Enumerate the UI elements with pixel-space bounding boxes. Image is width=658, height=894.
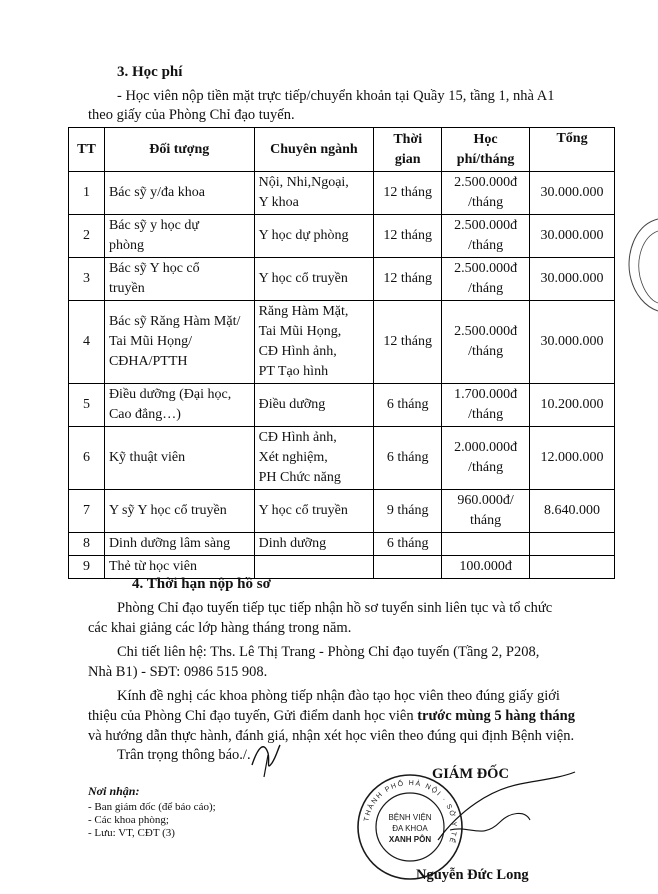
closing-line: Trân trọng thông báo./. [117, 747, 251, 763]
table-row [69, 490, 615, 533]
cell-fee-line: /tháng [468, 344, 504, 359]
cell-fee-line: /tháng [468, 407, 504, 422]
cell-subject-line: Bác sỹ Răng Hàm Mặt/ [108, 314, 241, 329]
table-row [69, 172, 615, 215]
cell-fee [442, 172, 530, 215]
recipient-item: - Ban giám đốc (để báo cáo); [88, 801, 216, 813]
stamp-line1: BỆNH VIỆN [388, 813, 432, 822]
cell-subject [104, 258, 254, 301]
signature-scribble [430, 770, 580, 860]
table-row [69, 427, 615, 490]
cell-major [254, 172, 374, 215]
cell-fee [442, 384, 530, 427]
edge-stamp-fragment [622, 215, 658, 315]
cell-subject-line: Cao đẳng…) [108, 407, 181, 422]
cell-fee-line: 2.500.000đ [454, 324, 518, 339]
header-fee-l1: Học [473, 131, 498, 147]
cell-subject-line: Y sỹ Y học cổ truyền [108, 503, 227, 518]
cell-duration: 12 tháng [374, 215, 442, 258]
stamp-line2: ĐA KHOA [392, 824, 428, 833]
cell-subject [104, 301, 254, 384]
cell-fee [442, 556, 530, 579]
cell-total: 30.000.000 [530, 258, 615, 301]
cell-fee-line: 2.500.000đ [454, 175, 518, 190]
cell-major-line: Y học cổ truyền [258, 271, 348, 286]
cell-tt: 3 [69, 258, 105, 301]
cell-duration: 6 tháng [374, 533, 442, 556]
cell-major-line: PH Chức năng [258, 470, 341, 485]
cell-tt: 1 [69, 172, 105, 215]
cell-fee-line: 2.500.000đ [454, 218, 518, 233]
cell-fee-line: tháng [470, 513, 502, 528]
section4-title: 4. Thời hạn nộp hồ sơ [132, 576, 271, 592]
cell-major [254, 533, 374, 556]
cell-subject [104, 215, 254, 258]
cell-fee-line: 2.000.000đ [454, 440, 518, 455]
cell-subject [104, 384, 254, 427]
cell-total: 12.000.000 [530, 427, 615, 490]
section3-line2: theo giấy của Phòng Chỉ đạo tuyến. [88, 107, 295, 123]
header-duration [374, 128, 442, 172]
cell-major-line: Y học dự phòng [258, 228, 349, 243]
section4-p3-line2-bold: trước mùng 5 hàng tháng [417, 708, 575, 724]
cell-major [254, 490, 374, 533]
section4-p2-line2: Nhà B1) - SĐT: 0986 515 908. [88, 664, 268, 680]
cell-major [254, 556, 374, 579]
cell-total: 30.000.000 [530, 172, 615, 215]
cell-duration [374, 556, 442, 579]
cell-fee-line: /tháng [468, 460, 504, 475]
cell-duration: 12 tháng [374, 172, 442, 215]
signature-role: GIÁM ĐỐC [432, 766, 509, 782]
cell-duration: 6 tháng [374, 384, 442, 427]
cell-subject-line: Thẻ từ học viên [108, 559, 197, 574]
stamp-line3: XANH PÔN [388, 835, 432, 844]
table-header-row [69, 128, 615, 172]
cell-subject [104, 427, 254, 490]
cell-fee-line: /tháng [468, 238, 504, 253]
cell-fee-line: 1.700.000đ [454, 387, 518, 402]
header-fee [442, 128, 530, 172]
header-total: Tổng [530, 128, 615, 172]
cell-major-line: Y học cổ truyền [258, 503, 348, 518]
section4-p1-line2: các khai giảng các lớp hàng tháng trong năm. [88, 620, 352, 636]
cell-subject-line: Điều dưỡng (Đại học, [108, 387, 232, 402]
cell-major-line: Răng Hàm Mặt, [258, 304, 349, 319]
cell-major [254, 215, 374, 258]
cell-major-line: Tai Mũi Họng, [258, 324, 342, 339]
cell-fee-line: 2.500.000đ [454, 261, 518, 276]
cell-major [254, 301, 374, 384]
cell-duration: 9 tháng [374, 490, 442, 533]
table-row [69, 533, 615, 556]
header-subject: Đối tượng [104, 128, 254, 172]
section4-p3-line2-normal: thiệu của Phòng Chỉ đạo tuyến, Gửi điểm danh học viên [88, 708, 418, 724]
cell-subject [104, 533, 254, 556]
cell-subject-line: CĐHA/PTTH [108, 354, 188, 369]
section4-p3-line2 [88, 706, 575, 726]
cell-subject-line: Bác sỹ y/đa khoa [108, 185, 205, 200]
recipient-item: - Các khoa phòng; [88, 814, 169, 826]
cell-subject [104, 172, 254, 215]
cell-major-line: Nội, Nhi,Ngoại, [258, 175, 349, 190]
header-duration-l2: gian [394, 151, 421, 167]
cell-tt: 9 [69, 556, 105, 579]
cell-total [530, 556, 615, 579]
table-row [69, 258, 615, 301]
cell-tt: 8 [69, 533, 105, 556]
cell-major-line: CĐ Hình ảnh, [258, 344, 337, 359]
cell-subject-line: Tai Mũi Họng/ [108, 334, 192, 349]
cell-fee-line: /tháng [468, 281, 504, 296]
header-fee-l2: phí/tháng [456, 151, 515, 167]
cell-subject-line: Kỹ thuật viên [108, 450, 186, 465]
cell-fee [442, 215, 530, 258]
cell-tt: 4 [69, 301, 105, 384]
cell-duration: 12 tháng [374, 258, 442, 301]
section4-p1-line1: Phòng Chỉ đạo tuyến tiếp tục tiếp nhận hồ sơ tuyển sinh liên tục và tổ chức [117, 600, 553, 616]
cell-fee-line: 100.000đ [459, 559, 512, 574]
section4-p3-line1: Kính đề nghị các khoa phòng tiếp nhận đào tạo học viên theo đúng giấy giới [117, 688, 560, 704]
cell-subject-line: Dinh dưỡng lâm sàng [108, 536, 231, 551]
cell-subject-line: Bác sỹ Y học cổ [108, 261, 200, 276]
cell-total [530, 533, 615, 556]
cell-fee [442, 427, 530, 490]
section4-p3-line3: và hướng dẫn thực hành, đánh giá, nhận xét học viên theo đúng qui định Bệnh viện. [88, 728, 575, 744]
cell-duration: 6 tháng [374, 427, 442, 490]
cell-total: 10.200.000 [530, 384, 615, 427]
cell-total: 30.000.000 [530, 301, 615, 384]
cell-subject-line: Bác sỹ y học dự [108, 218, 199, 233]
cell-major-line: Y khoa [258, 195, 299, 210]
cell-tt: 2 [69, 215, 105, 258]
cell-major-line: PT Tạo hình [258, 364, 329, 379]
cell-subject-line: phòng [108, 238, 144, 253]
cell-major [254, 384, 374, 427]
cell-fee-line: /tháng [468, 195, 504, 210]
section4-p2-line1: Chi tiết liên hệ: Ths. Lê Thị Trang - Phòng Chỉ đạo tuyến (Tầng 2, P208, [117, 644, 540, 660]
table-row [69, 215, 615, 258]
cell-subject-line: truyền [108, 281, 145, 296]
recipient-item: - Lưu: VT, CĐT (3) [88, 827, 175, 839]
cell-fee [442, 301, 530, 384]
cell-tt: 5 [69, 384, 105, 427]
cell-major-line: Điều dưỡng [258, 397, 326, 412]
cell-duration: 12 tháng [374, 301, 442, 384]
cell-major [254, 258, 374, 301]
cell-major-line: Dinh dưỡng [258, 536, 327, 551]
table-row [69, 384, 615, 427]
cell-total: 30.000.000 [530, 215, 615, 258]
cell-fee [442, 490, 530, 533]
cell-total: 8.640.000 [530, 490, 615, 533]
header-tt: TT [69, 128, 105, 172]
recipients-title: Nơi nhận: [88, 784, 140, 798]
section3-line1: - Học viên nộp tiền mặt trực tiếp/chuyển khoản tại Quầy 15, tầng 1, nhà A1 [117, 88, 555, 104]
cell-fee [442, 533, 530, 556]
initials-mark [246, 735, 286, 780]
section3-title: 3. Học phí [117, 64, 183, 80]
cell-major-line: CĐ Hình ảnh, [258, 430, 337, 445]
header-duration-l1: Thời [393, 131, 423, 147]
cell-tt: 7 [69, 490, 105, 533]
cell-tt: 6 [69, 427, 105, 490]
cell-subject [104, 490, 254, 533]
signer-name: Nguyễn Đức Long [416, 867, 529, 883]
table-row [69, 301, 615, 384]
cell-major-line: Xét nghiệm, [258, 450, 328, 465]
stamp-arc-text: THÀNH PHỐ HÀ NỘI · SỞ Y TẾ [363, 779, 458, 845]
header-major: Chuyên ngành [254, 128, 374, 172]
cell-fee [442, 258, 530, 301]
fee-table [68, 127, 615, 579]
cell-fee-line: 960.000đ/ [457, 493, 514, 508]
cell-major [254, 427, 374, 490]
